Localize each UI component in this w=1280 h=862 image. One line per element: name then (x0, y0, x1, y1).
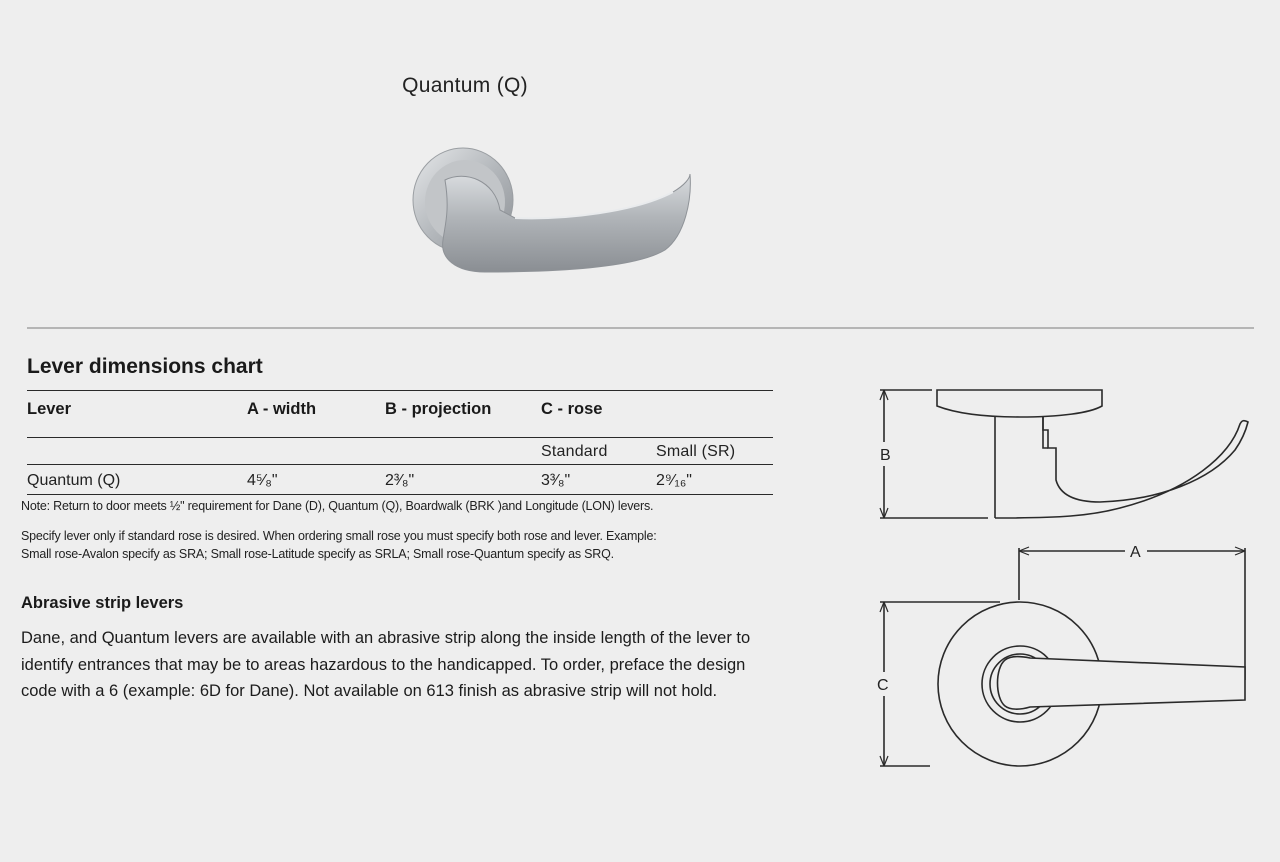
table-subheader-rule (27, 464, 773, 465)
lever-product-image (405, 140, 700, 280)
table-note: Note: Return to door meets ½" requirement for Dane (D), Quantum (Q), Boardwalk (BRK )and Longitude (LON) levers. (21, 499, 654, 513)
cell-c-standard: 3³⁄₈" (541, 472, 571, 489)
col-b-projection-header: B - projection (385, 400, 492, 418)
table-bottom-rule (27, 494, 773, 495)
subcol-small: Small (SR) (656, 443, 736, 460)
dimension-diagram (860, 380, 1270, 780)
abrasive-line-1: Dane, and Quantum levers are available with an abrasive strip along the inside length of the lever to (21, 629, 751, 647)
abrasive-paragraph (21, 625, 871, 705)
col-a-width-header: A - width (247, 400, 317, 418)
col-lever-header: Lever (27, 400, 72, 418)
specify-line-1: Specify lever only if standard rose is desired. When ordering small rose you must specify both rose and lever. Example: (21, 529, 657, 543)
front-view-drawing (938, 602, 1245, 766)
label-a: A (1130, 544, 1141, 561)
specify-line-2: Small rose-Avalon specify as SRA; Small rose-Latitude specify as SRLA; Small rose-Quantum specify as SRQ. (21, 547, 614, 561)
cell-lever: Quantum (Q) (27, 472, 121, 489)
side-view-drawing (937, 390, 1248, 518)
cell-b-projection: 2³⁄₈" (385, 472, 415, 489)
label-c: C (877, 677, 889, 694)
abrasive-heading: Abrasive strip levers (21, 594, 184, 612)
chart-heading: Lever dimensions chart (27, 355, 263, 378)
label-b: B (880, 447, 891, 464)
abrasive-line-2: identify entrances that may be to areas hazardous to the handicapped. To order, preface the design (21, 655, 746, 674)
table-top-rule (27, 390, 773, 391)
product-title: Quantum (Q) (402, 74, 528, 97)
abrasive-line-3: code with a 6 (example: 6D for Dane). Not available on 613 finish as abrasive strip will not hold. (21, 682, 718, 700)
col-c-rose-header: C - rose (541, 400, 603, 418)
cell-c-small: 2⁹⁄₁₆" (656, 472, 692, 489)
subcol-standard: Standard (541, 443, 608, 460)
section-divider (27, 327, 1254, 329)
table-header-rule (27, 437, 773, 438)
cell-a-width: 4⁵⁄₈" (247, 472, 278, 489)
